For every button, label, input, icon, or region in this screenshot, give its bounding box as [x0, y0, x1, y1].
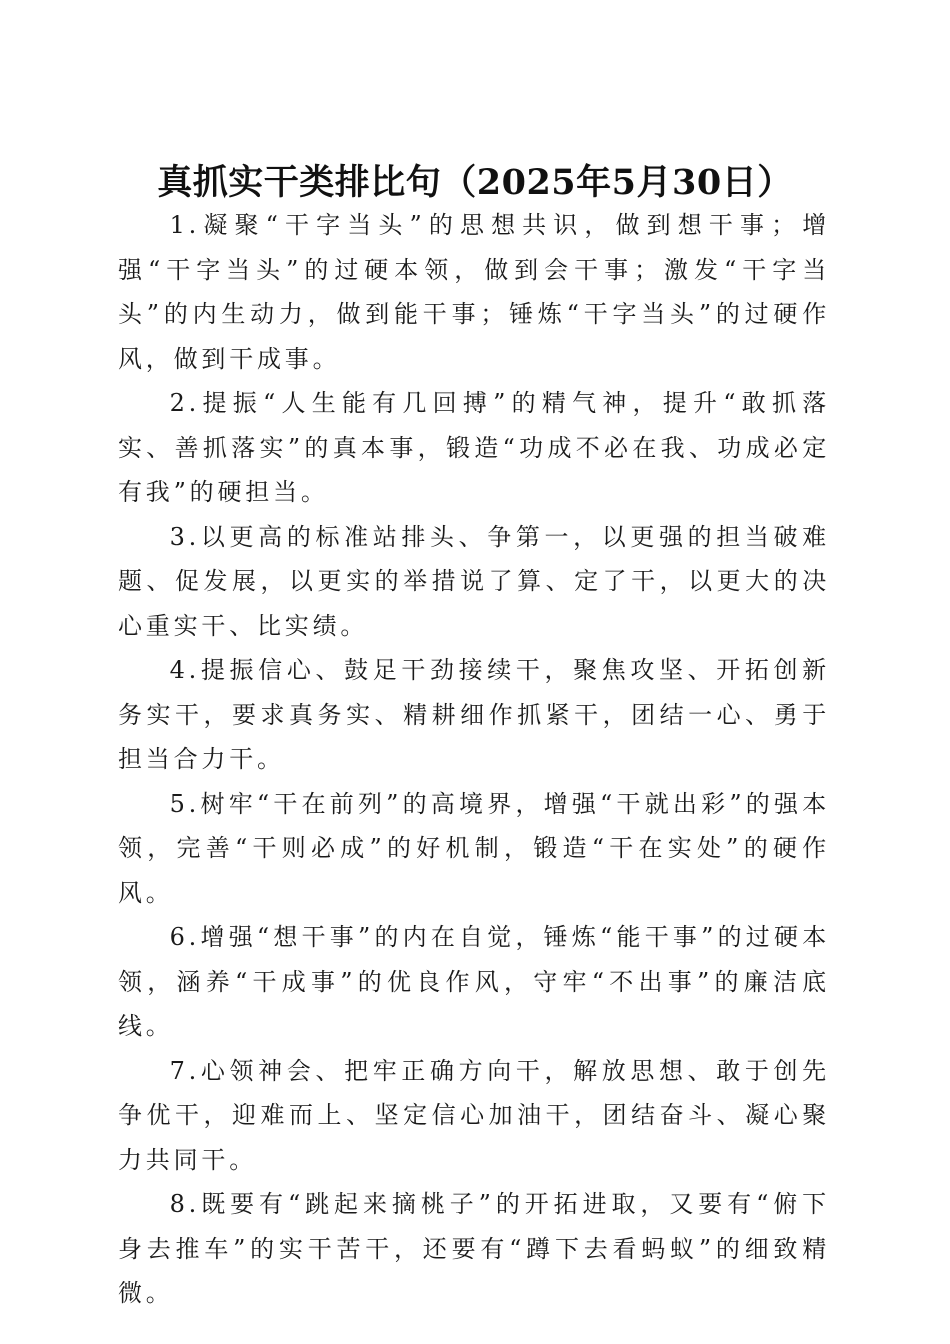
paragraph-4: 4.提振信心、鼓足干劲接续干，聚焦攻坚、开拓创新务实干，要求真务实、精耕细作抓紧干，团结一心、勇于担当合力干。 — [118, 656, 830, 773]
page-title: 真抓实干类排比句（2025年5月30日） — [157, 162, 793, 204]
paragraph-6: 6.增强“想干事”的内在自觉，锤炼“能干事”的过硬本领，涵养“干成事”的优良作风，守牢“不出事”的廉洁底线。 — [118, 923, 830, 1040]
paragraph-5: 5.树牢“干在前列”的高境界，增强“干就出彩”的强本领，完善“干则必成”的好机制，锻造“干在实处”的硬作风。 — [118, 789, 830, 907]
paragraph-2: 2.提振“人生能有几回搏”的精气神，提升“敢抓落实、善抓落实”的真本事，锻造“功成不必在我、功成必定有我”的硬担当。 — [118, 389, 830, 506]
paragraph-8: 8.既要有“跳起来摘桃子”的开拓进取，又要有“俯下身去推车”的实干苦干，还要有“蹲下去看蚂蚁”的细致精微。 — [118, 1190, 830, 1307]
document-body — [118, 203, 830, 1316]
paragraph-7: 7.心领神会、把牢正确方向干，解放思想、敢于创先争优干，迎难而上、坚定信心加油干，团结奋斗、凝心聚力共同干。 — [118, 1056, 830, 1174]
paragraph-1: 1.凝聚“干字当头”的思想共识，做到想干事；增强“干字当头”的过硬本领，做到会干事；激发“干字当头”的内生动力，做到能干事；锤炼“干字当头”的过硬作风，做到干成事。 — [118, 211, 830, 373]
paragraph-3: 3.以更高的标准站排头、争第一，以更强的担当破难题、促发展，以更实的举措说了算、定了干，以更大的决心重实干、比实绩。 — [118, 522, 830, 640]
